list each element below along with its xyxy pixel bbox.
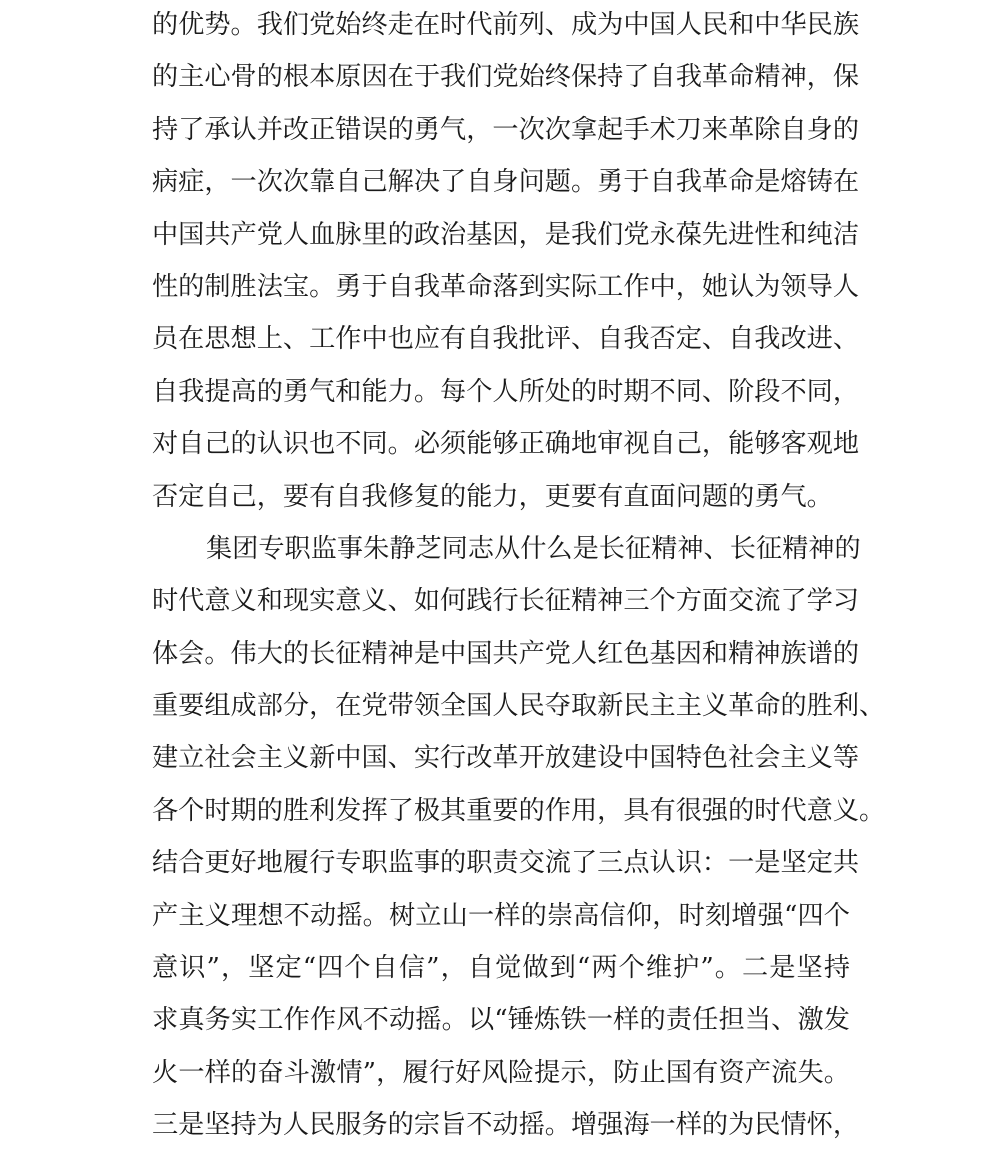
text-line: 结合更好地履行专职监事的职责交流了三点认识：一是坚定共 [152, 848, 860, 879]
text-line: 集团专职监事朱静芝同志从什么是长征精神、长征精神的 [206, 533, 861, 564]
text-line: 持了承认并改正错误的勇气，一次次拿起手术刀来革除自身的 [152, 114, 860, 145]
text-line: 病症，一次次靠自己解决了自身问题。勇于自我革命是熔铸在 [152, 167, 860, 198]
text-line: 自我提高的勇气和能力。每个人所处的时期不同、阶段不同， [152, 376, 860, 407]
document-body [152, 0, 886, 1152]
text-line: 性的制胜法宝。勇于自我革命落到实际工作中，她认为领导人 [152, 271, 860, 302]
paragraph-long-march-spirit [152, 523, 886, 1152]
text-line: 建立社会主义新中国、实行改革开放建设中国特色社会主义等 [152, 743, 860, 774]
text-line: 体会。伟大的长征精神是中国共产党人红色基因和精神族谱的 [152, 638, 860, 669]
text-line: 重要组成部分，在党带领全国人民夺取新民主主义革命的胜利、 [152, 691, 886, 722]
text-line: 时代意义和现实意义、如何践行长征精神三个方面交流了学习 [152, 586, 860, 617]
text-line: 员在思想上、工作中也应有自我批评、自我否定、自我改进、 [152, 324, 860, 355]
text-line: 产主义理想不动摇。树立山一样的崇高信仰，时刻增强“四个 [152, 900, 850, 931]
text-line: 火一样的奋斗激情”，履行好风险提示，防止国有资产流失。 [152, 1057, 850, 1088]
text-line: 的主心骨的根本原因在于我们党始终保持了自我革命精神，保 [152, 62, 860, 93]
text-line: 各个时期的胜利发挥了极其重要的作用，具有很强的时代意义。 [152, 795, 886, 826]
text-line: 否定自己，要有自我修复的能力，更要有直面问题的勇气。 [152, 481, 833, 512]
text-line: 对自己的认识也不同。必须能够正确地审视自己，能够客观地 [152, 429, 860, 460]
text-line: 三是坚持为人民服务的宗旨不动摇。增强海一样的为民情怀， [152, 1110, 860, 1141]
text-line: 的优势。我们党始终走在时代前列、成为中国人民和中华民族 [152, 10, 860, 40]
text-line: 中国共产党人血脉里的政治基因，是我们党永葆先进性和纯洁 [152, 219, 860, 250]
paragraph-self-revolution [152, 0, 860, 523]
text-line: 求真务实工作作风不动摇。以“锤炼铁一样的责任担当、激发 [152, 1005, 850, 1036]
text-line: 意识”，坚定“四个自信”，自觉做到“两个维护”。二是坚持 [152, 953, 850, 984]
